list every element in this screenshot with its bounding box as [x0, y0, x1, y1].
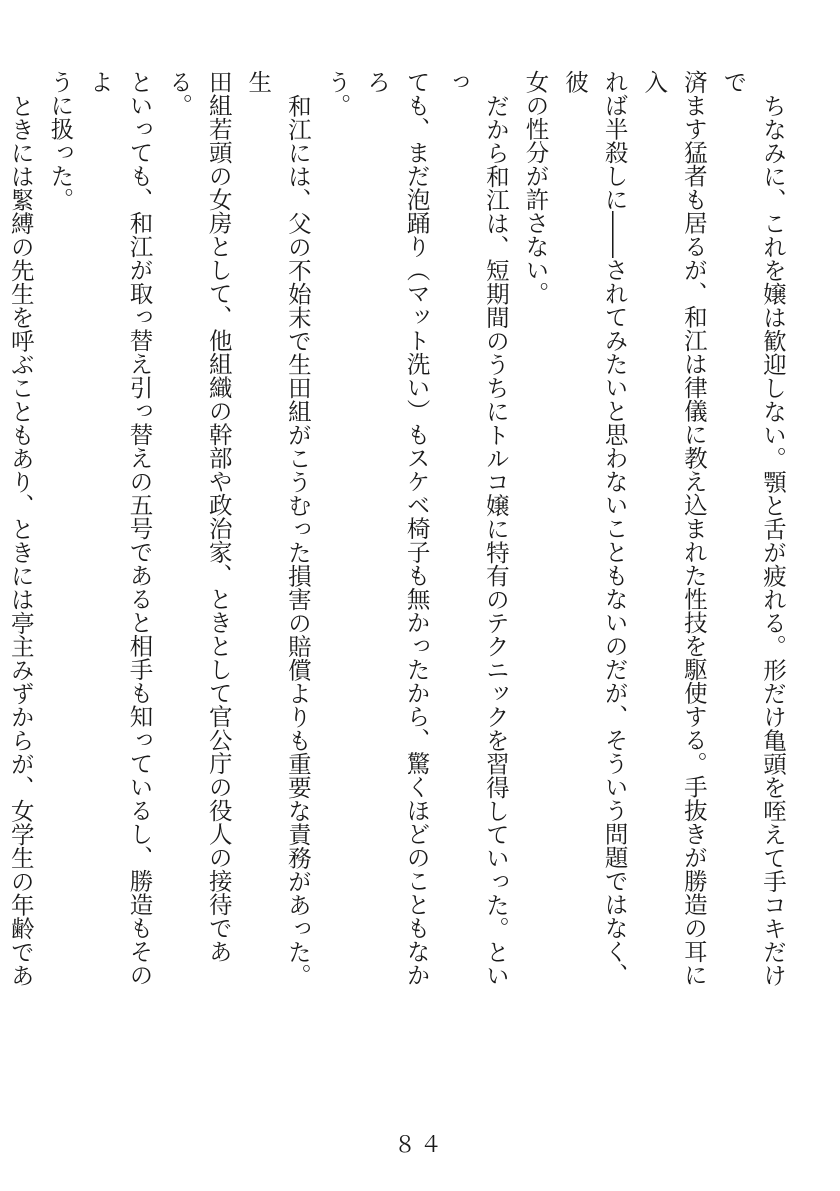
paragraph: ときには緊縛の先生を呼ぶこともあり、ときには亭主みずからが、女学生の年齢であ: [6, 93, 35, 987]
body-text: [6, 70, 792, 1000]
page-number: ８４: [393, 1133, 446, 1158]
paragraph: 和江には、父の不始末で生田組がこうむった損害の賠償よりも重要な責務があった。生 田組若頭の女房として、他組織の幹部や政治家、ときとして官公庁の役人の接待である。 といっても、和江が取っ替え引っ替えの五号であると相手も知っているし、勝造もそのよ うに扱った。: [46, 70, 312, 987]
paragraph: ちなみに、これを嬢は歓迎しない。顎と舌が疲れる。形だけ亀頭を咥えて手コキだけで 済ます猛者も居るが、和江は律儀に教え込まれた性技を駆使する。手抜きが勝造の耳に入 れば半殺しに――されてみたいと思わないこともないのだが、そういう問題ではなく、彼 女の性分が許さない。: [521, 70, 787, 987]
paragraph: だから和江は、短期間のうちにトルコ嬢に特有のテクニックを習得していった。といっ ても、まだ泡踊り（マット洗い）もスケベ椅子も無かったから、驚くほどのこともなかろ う。: [323, 70, 510, 987]
